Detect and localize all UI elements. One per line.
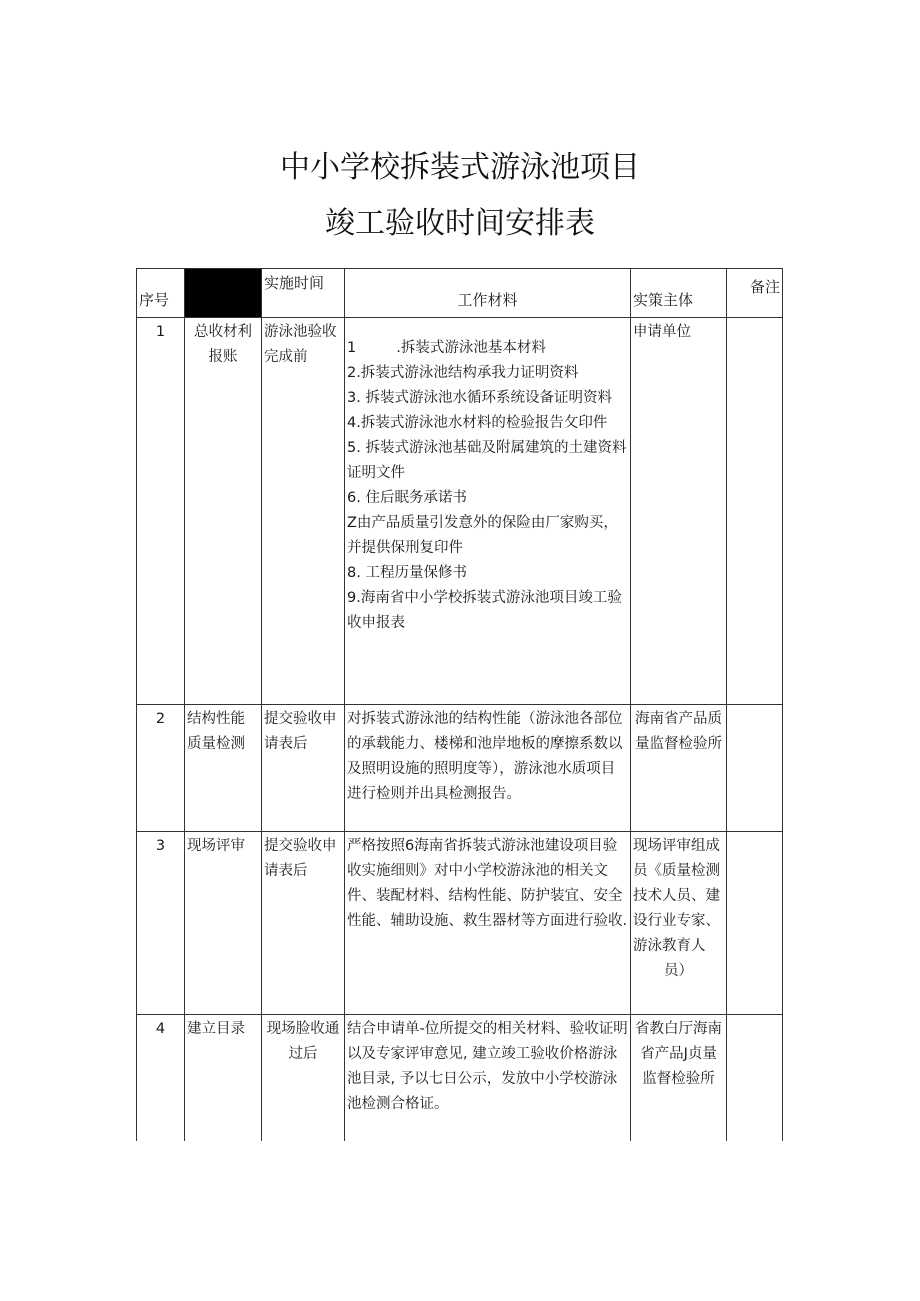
row-owner: 海南省产品质量监督检验所 [631,705,727,832]
row-item: 总收材利报账 [185,318,262,705]
row-owner: 省教白厅海南省产品J贞量监督检验所 [631,1015,727,1142]
row-time: 游泳池验收完成前 [262,318,345,705]
table-row [137,832,783,1015]
table-row [137,318,783,705]
row-time: 提交验收申请表后 [262,832,345,1015]
owner-text-tail: 员） [664,963,693,979]
owner-text: 现场评审组成员《质量检测技术人员、建设行业专家、游泳教育人 [633,838,720,954]
table-header-row [137,269,783,318]
table-row [137,1015,783,1142]
schedule-table [136,268,783,1141]
material-item: 1 .拆装式游泳池基本材料 [347,340,546,356]
header-time: 实施时间 [262,269,345,318]
row-note [727,318,783,705]
row-materials [345,318,631,705]
row-owner: 申请单位 [631,318,727,705]
row-index: 1 [137,318,185,705]
row-item: 现场评审 [185,832,262,1015]
table-row [137,705,783,832]
row-materials: 对拆装式游泳池的结构性能（游泳池各部位的承载能力、楼梯和池岸地板的摩擦系数以及照明设施的照明度等），游泳池水质项目进行检则并出具检测报告。 [345,705,631,832]
row-owner [631,832,727,1015]
row-time: 现场脸收通过后 [262,1015,345,1142]
row-materials: 严格按照6海南省拆装式游泳池建设项目验收实施细则》对中小学校游泳池的相关文件、装配材料、结构性能、防护装宜、安全性能、辅助设施、救生器材等方面进行验收. [345,832,631,1015]
row-index: 4 [137,1015,185,1142]
material-item: 9.海南省中小学校拆装式游泳池项目竣工验收申报表 [347,590,622,631]
row-materials: 结合申请单-位所提交的相关材料、验收证明以及专家评审意见, 建立竣工验收价格游泳池目录, 予以七日公示，发放中小学校游泳池检测合格证。 [345,1015,631,1142]
row-time: 提交验收申请表后 [262,705,345,832]
row-note [727,1015,783,1142]
row-note [727,832,783,1015]
header-note: 备注 [727,269,783,318]
material-item: Z由产品质量引发意外的保险由厂家购买，并提供保刑复印件 [347,515,618,556]
header-owner: 实策主体 [631,269,727,318]
row-item: 建立目录 [185,1015,262,1142]
material-item: 4.拆装式游泳池水材料的检验报告攵印件 [347,415,608,431]
title-line-1: 中小学校拆装式游泳池项目 [280,150,640,185]
header-redacted-cell [185,269,262,318]
material-item: 2.拆装式游泳池结构承我力证明资料 [347,365,579,381]
header-materials: 工作材料 [345,269,631,318]
row-note [727,705,783,832]
row-index: 2 [137,705,185,832]
material-item: 8. 工程历量保修书 [347,565,467,581]
material-item: 3. 拆装式游泳池水循环系统设备证明资料 [347,390,612,406]
title-line-2: 竣工验收时间安排表 [325,206,595,241]
material-item: 6. 住后眠务承诺书 [347,490,467,506]
material-item: 5. 拆装式游泳池基础及附属建筑的土建资料证明文件 [347,440,627,481]
header-index: 序号 [137,269,185,318]
row-item: 结构性能质量检测 [185,705,262,832]
row-index: 3 [137,832,185,1015]
